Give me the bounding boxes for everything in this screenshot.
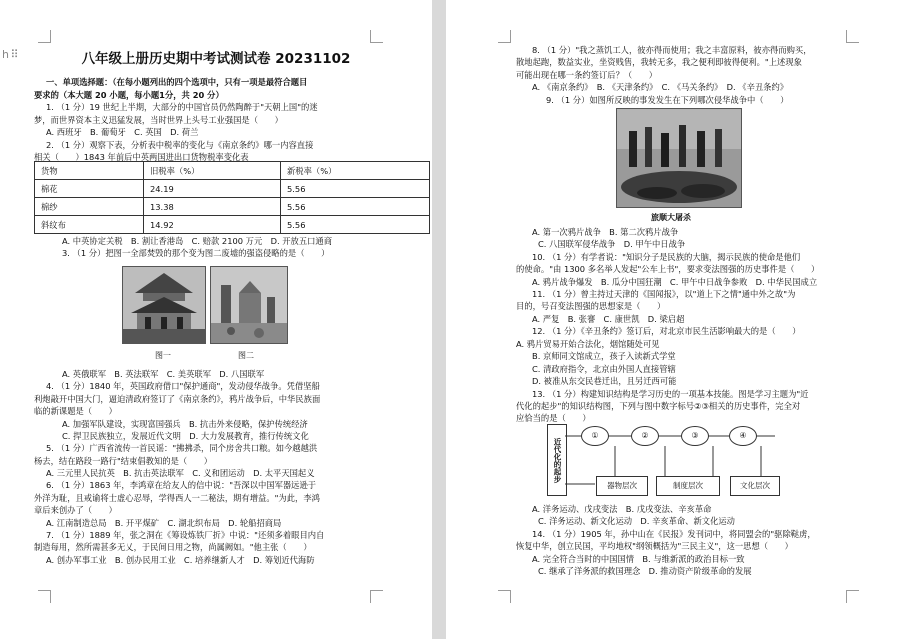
question-7: 7. （1 分）1889 年，张之洞在《筹设炼铁厂折》中说："还须多着眼目内自	[46, 530, 325, 540]
diagram-node-3: ③	[681, 426, 709, 446]
table-cell: 5.56	[281, 216, 430, 234]
question-14: 恢复中华，创立民国，平均地权"纲领概括为"三民主义"，这一思想（ ）	[516, 541, 793, 551]
question-11: 目的，号召变法图强的思想家是（ ）	[516, 301, 666, 311]
question-11-options: A. 严复 B. 张謇 C. 康世凯 D. 梁启超	[532, 314, 685, 324]
question-12: 12. （1 分）《辛丑条约》签订后，对北京市民生活影响最大的是（ ）	[532, 326, 801, 336]
question-10: 的使命。"由 1300 多名举人发起"公车上书"，要求变法图强的历史事件是（ ）	[516, 264, 820, 274]
crop-mark	[846, 30, 859, 43]
question-4: 临的新课题是（ ）	[34, 406, 117, 416]
question-5-options: A. 三元里人民抗英 B. 抗击英法联军 C. 义和团运动 D. 太平天国起义	[46, 468, 315, 478]
question-10-options: A. 鸦片战争爆发 B. 瓜分中国狂潮 C. 甲午中日战争参败 D. 中华民国成立	[532, 277, 818, 287]
table-cell: 24.19	[144, 180, 281, 198]
table-header: 货物	[35, 162, 144, 180]
ruins-drawing	[211, 267, 287, 343]
massacre-photo	[616, 108, 742, 208]
figure-2-caption: 图二	[238, 351, 254, 360]
question-7: 制造每用，然所需甚多无乂，于民间日用之物，尚属阙如。"他主张（ ）	[34, 542, 312, 552]
question-6: 外洋为耻，且戒谕将士虚心忍辱，学得西人一二秘法，期有增益。"为此，李鸿	[34, 493, 320, 503]
diagram-node-4: ④	[729, 426, 757, 446]
diagram-box-culture: 文化层次	[730, 476, 780, 496]
diagram-node-1: ①	[581, 426, 609, 446]
question-3-options: A. 英俄联军 B. 英法联军 C. 美英联军 D. 八国联军	[62, 369, 265, 379]
question-4: 利炮敲开中国大门，逼迫清政府签订了《南京条约》，鸦片战争后，中华民族面	[34, 394, 321, 404]
question-13-options: A. 洋务运动、戊戌变法 B. 戊戌变法、辛亥革命	[532, 504, 712, 514]
section-heading: 要求的（本大题 20 小题，每小题1分，共 20 分）	[34, 90, 224, 100]
left-page	[0, 0, 432, 639]
table-cell: 5.56	[281, 180, 430, 198]
question-6-options: A. 江南制造总局 B. 开平煤矿 C. 湖北织布局 D. 轮船招商局	[46, 518, 282, 528]
crop-mark	[370, 590, 383, 603]
question-6: 6. （1 分）1863 年，李鸿章在给友人的信中说："吾深以中国军器远逊于	[46, 480, 317, 490]
table-cell: 棉纱	[35, 198, 144, 216]
crop-mark	[38, 590, 51, 603]
table-cell: 棉花	[35, 180, 144, 198]
question-1: 梦，而世界资本主义迅猛发展，当时世界上头号工业强国是（ ）	[34, 115, 283, 125]
question-2: 相关（ ）1843 年前后中英两国进出口货物税率变化表	[34, 152, 249, 162]
photo-caption: 旅顺大屠杀	[651, 213, 691, 222]
question-4-options: A. 加强军队建设，实现富国强兵 B. 抗击外来侵略，保护传统经济	[62, 419, 308, 429]
table-cell: 13.38	[144, 198, 281, 216]
question-12-option: A. 鸦片贸易开始合法化，烟馆随处可见	[516, 339, 660, 349]
question-13: 13. （1 分）构建知识结构是学习历史的一项基本技能。图是学习主题为"近	[532, 389, 809, 399]
pavilion-drawing	[123, 267, 205, 343]
question-4: 4. （1 分）1840 年，英国政府借口"保护通商"，发动侵华战争。凭借坚船	[46, 381, 320, 391]
crop-mark	[498, 590, 511, 603]
question-9-options: A. 第一次鸦片战争 B. 第二次鸦片战争	[532, 227, 679, 237]
massacre-photo-drawing	[617, 109, 741, 207]
question-13: 应恰当的是（ ）	[516, 413, 591, 423]
question-6: 章后来创办了（ ）	[34, 505, 117, 515]
question-8: 可能出现在哪一条约签订后？（ ）	[516, 70, 658, 80]
question-14-options: C. 继承了洋务派的救国理念 D. 推动资产阶级革命的发展	[538, 566, 752, 576]
crop-mark	[38, 30, 51, 43]
table-header: 新税率（%）	[281, 162, 430, 180]
question-4-options: C. 捍卫民族独立，发展近代文明 D. 大力发展教育，推行传统文化	[62, 431, 309, 441]
diagram-vertical-label: 近代化的起步	[547, 424, 567, 496]
question-11: 11. （1 分）曾主持过天津的《国闻报》，以"道上下之情"通中外之故"为	[532, 289, 796, 299]
crop-mark	[498, 30, 511, 43]
right-page	[446, 0, 902, 639]
crop-mark	[846, 590, 859, 603]
question-14-options: A. 完全符合当时的中国国情 B. 与维新派的政治目标一致	[532, 554, 745, 564]
figure-2-ruins	[210, 266, 288, 344]
tax-rate-table	[34, 161, 430, 234]
diagram-box-material: 器物层次	[596, 476, 648, 496]
table-cell: 斜纹布	[35, 216, 144, 234]
page-title: 八年级上册历史期中考试测试卷 20231102	[81, 51, 351, 67]
question-9: 9. （1 分）如图所反映的事发发生在下列哪次侵华战争中（ ）	[546, 95, 789, 105]
figure-1-pavilion	[122, 266, 206, 344]
question-2-options: A. 中英协定关税 B. 割让香港岛 C. 赔款 2100 万元 D. 开放五口通商	[62, 236, 333, 246]
question-1: 1. （1 分）19 世纪上半期，大部分的中国官员仍然陶醉于"天朝上国"的迷	[46, 102, 318, 112]
question-13-options: C. 洋务运动、新文化运动 D. 辛亥革命、新文化运动	[538, 516, 735, 526]
diagram-node-2: ②	[631, 426, 659, 446]
table-cell: 5.56	[281, 198, 430, 216]
table-row	[35, 216, 430, 234]
question-9-options: C. 八国联军侵华战争 D. 甲午中日战争	[538, 239, 686, 249]
question-13: 代化的起步"的知识结构图，下列与图中数字标号②③相关的历史事件，完全对	[516, 401, 801, 411]
question-3: 3. （1 分）把图一全部焚毁的那个变为图二废墟的强盗侵略的是（ ）	[62, 248, 330, 258]
question-2: 2. （1 分）观察下表，分析表中税率的变化与《南京条约》哪一内容直接	[46, 140, 314, 150]
question-14: 14. （1 分）1905 年，孙中山在《民报》发刊词中，将同盟会的"驱除鞑虏，	[532, 529, 816, 539]
table-row	[35, 180, 430, 198]
crop-mark	[370, 30, 383, 43]
question-8: 8. （1 分）"我之蒸饥工人，彼亦得而使用；我之丰富原料，彼亦得而购买，	[532, 45, 812, 55]
question-7-options: A. 创办军事工业 B. 创办民用工业 C. 培养继新人才 D. 筹划近代海防	[46, 555, 315, 565]
question-10: 10. （1 分）有学者说："知识分子是民族的大脑，揭示民族的使命是他们	[532, 252, 801, 262]
question-8-options: A. 《南京条约》 B. 《天津条约》 C. 《马关条约》 D. 《辛丑条约》	[532, 82, 789, 92]
gutter-label: h	[2, 48, 8, 61]
question-5: 杨去，结在路段一路行"结束倡教知的是（ ）	[34, 456, 213, 466]
table-row	[35, 162, 430, 180]
diagram-box-institution: 制度层次	[656, 476, 720, 496]
gutter-glyph: ⠿	[10, 48, 18, 61]
question-12-option: B. 京师同文馆成立，孩子入读新式学堂	[532, 351, 676, 361]
question-8: 散地起跑，数益实业，坐资贱售，我转无多，我之便利即彼得便利。"上述现象	[516, 57, 802, 67]
table-row	[35, 198, 430, 216]
table-header: 旧税率（%）	[144, 162, 281, 180]
figure-1-caption: 图一	[155, 351, 171, 360]
question-12-option: D. 被准从东交民巷迁出，且另迁西可能	[532, 376, 677, 386]
question-12-option: C. 清政府指令，北京由外国人直接管辖	[532, 364, 676, 374]
section-heading: 一、单项选择题：（在每小题列出的四个选项中，只有一项是最符合题目	[46, 77, 308, 87]
table-cell: 14.92	[144, 216, 281, 234]
question-1-options: A. 西班牙 B. 葡萄牙 C. 英国 D. 荷兰	[46, 127, 199, 137]
question-5: 5. （1 分）广西省流传一首民谣："拂拂杀，同个房舍共口粮。如今越越洪	[46, 443, 318, 453]
